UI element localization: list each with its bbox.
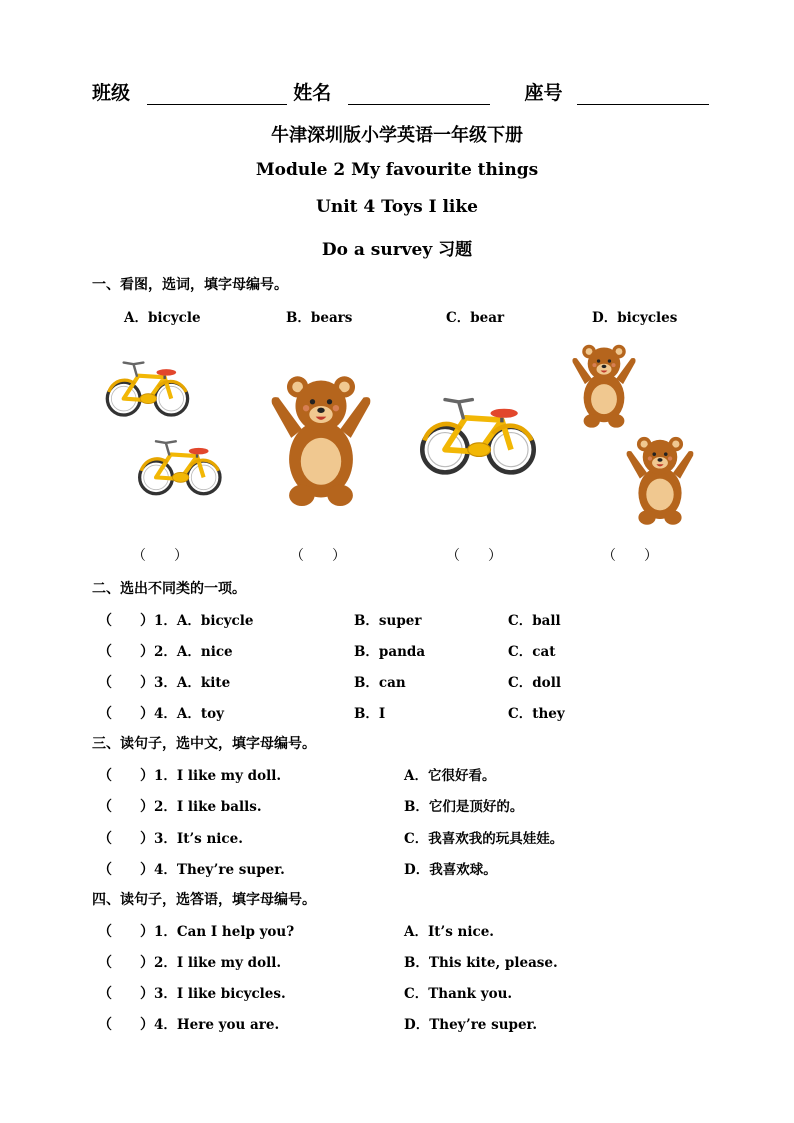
question-text: 2．I like my doll. xyxy=(154,955,282,971)
item-number: 4． xyxy=(154,706,177,722)
option-a: A．bicycle xyxy=(124,310,201,326)
answer-blank[interactable]: （ ） xyxy=(98,831,154,847)
choice-c: C．doll xyxy=(508,675,561,691)
section1-heading: 一、看图，选词，填字母编号。 xyxy=(92,277,288,293)
answer-option: C．我喜欢我的玩具娃娃。 xyxy=(404,831,564,847)
module-title: Module 2 My favourite things xyxy=(255,160,539,180)
list-item xyxy=(98,795,262,816)
choice-b: B．panda xyxy=(354,644,426,660)
question-text: 1．Can I help you? xyxy=(154,924,295,940)
question-text: 1．I like my doll. xyxy=(154,768,282,784)
item-number: 3． xyxy=(154,675,177,691)
list-item xyxy=(98,951,281,972)
option-c: C．bear xyxy=(446,310,505,326)
answer-blank[interactable]: （ ） xyxy=(98,613,154,629)
answer-blank[interactable]: （ ） xyxy=(98,706,154,722)
choice-b: B．super xyxy=(354,613,422,629)
answer-option: B．This kite, please. xyxy=(404,955,558,971)
seat-field[interactable] xyxy=(577,86,709,105)
question-text: 4．They’re super. xyxy=(154,862,285,878)
question-text: 4．Here you are. xyxy=(154,1017,280,1033)
choice-c: C．ball xyxy=(508,613,561,629)
question-text: 3．I like bicycles. xyxy=(154,986,286,1002)
answer-option: D．They’re super. xyxy=(404,1017,538,1033)
bicycles-picture xyxy=(104,356,224,524)
choice-c: C．they xyxy=(508,706,565,722)
seat-label: 座号 xyxy=(524,82,563,104)
table-row xyxy=(98,609,253,630)
list-item xyxy=(98,1013,279,1034)
bears-picture xyxy=(568,342,698,534)
item-number: 2． xyxy=(154,644,177,660)
answer-blank[interactable]: （ ） xyxy=(98,986,154,1002)
answer-option: D．我喜欢球。 xyxy=(404,862,497,878)
unit-title: Unit 4 Toys I like xyxy=(316,197,478,217)
table-row xyxy=(98,671,230,692)
bear-picture xyxy=(266,372,376,506)
list-item xyxy=(98,982,286,1003)
class-label: 班级 xyxy=(92,82,131,104)
bicycle-picture xyxy=(420,386,536,486)
section3-heading: 三、读句子，选中文，填字母编号。 xyxy=(92,736,316,752)
list-item xyxy=(98,827,243,848)
list-item xyxy=(98,920,294,941)
answer-option: A．It’s nice. xyxy=(404,924,494,940)
choice-b: B．I xyxy=(354,706,386,722)
answer-blank-3[interactable]: （ ） xyxy=(446,548,502,564)
answer-blank[interactable]: （ ） xyxy=(98,644,154,660)
section2-heading: 二、选出不同类的一项。 xyxy=(92,581,246,597)
answer-blank[interactable]: （ ） xyxy=(98,924,154,940)
choice-b: B．can xyxy=(354,675,406,691)
choice-a: A．kite xyxy=(176,675,231,691)
answer-blank[interactable]: （ ） xyxy=(98,768,154,784)
answer-blank[interactable]: （ ） xyxy=(98,1017,154,1033)
table-row xyxy=(98,702,224,723)
choice-c: C．cat xyxy=(508,644,556,660)
choice-a: A．bicycle xyxy=(176,613,254,629)
table-row xyxy=(98,640,233,661)
choice-a: A．nice xyxy=(176,644,233,660)
answer-blank[interactable]: （ ） xyxy=(98,675,154,691)
header-line xyxy=(92,78,709,105)
answer-option: A．它很好看。 xyxy=(404,768,496,784)
name-field[interactable] xyxy=(348,86,490,105)
item-number: 1． xyxy=(154,613,177,629)
answer-option: B．它们是顶好的。 xyxy=(404,799,524,815)
question-text: 2．I like balls. xyxy=(154,799,262,815)
book-title: 牛津深圳版小学英语一年级下册 xyxy=(271,125,523,146)
class-field[interactable] xyxy=(147,86,287,105)
option-d: D．bicycles xyxy=(592,310,678,326)
list-item xyxy=(98,764,281,785)
question-text: 3．It’s nice. xyxy=(154,831,243,847)
option-b: B．bears xyxy=(286,310,353,326)
answer-blank-2[interactable]: （ ） xyxy=(290,548,346,564)
list-item xyxy=(98,858,285,879)
answer-option: C．Thank you. xyxy=(404,986,513,1002)
answer-blank[interactable]: （ ） xyxy=(98,862,154,878)
answer-blank[interactable]: （ ） xyxy=(98,955,154,971)
answer-blank-1[interactable]: （ ） xyxy=(132,548,188,564)
section4-heading: 四、读句子，选答语，填字母编号。 xyxy=(92,892,316,908)
answer-blank[interactable]: （ ） xyxy=(98,799,154,815)
choice-a: A．toy xyxy=(176,706,224,722)
answer-blank-4[interactable]: （ ） xyxy=(602,548,658,564)
name-label: 姓名 xyxy=(293,82,332,104)
lesson-title: Do a survey 习题 xyxy=(321,240,473,260)
